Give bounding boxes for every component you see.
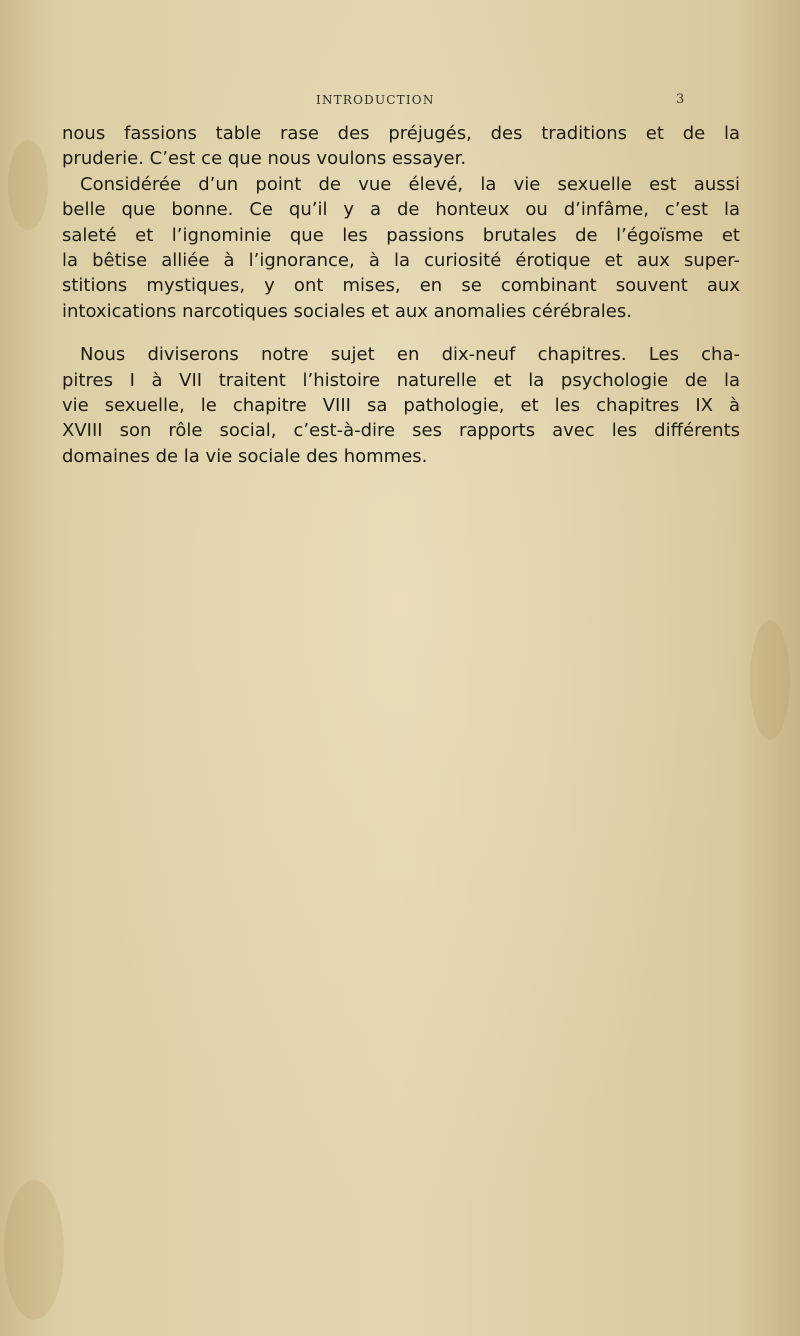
text-line: Considérée d’un point de vue élevé, la vie sexuelle est aussi [80,173,740,195]
paper-stain [750,620,790,740]
text-line: stitions mystiques, y ont mises, en se combinant souvent aux [62,275,740,297]
running-title: INTRODUCTION [316,93,435,107]
text-line: la bêtise alliée à l’ignorance, à la curiosité érotique et aux super- [62,250,740,272]
paragraph [62,121,740,172]
body-text [62,121,740,469]
text-line: nous fassions table rase des préjugés, des traditions et de la [62,123,740,144]
text-line: vie sexuelle, le chapitre VIII sa pathologie, et les chapitres IX à [62,395,740,417]
text-line: pruderie. C’est ce que nous voulons essayer. [62,148,467,170]
text-line: Nous diviserons notre sujet en dix-neuf chapitres. Les cha- [80,344,740,366]
text-line: pitres I à VII traitent l’histoire naturelle et la psychologie de la [62,369,740,391]
paper-stain [4,1180,64,1320]
text-line: intoxications narcotiques sociales et aux anomalies cérébrales. [62,300,632,322]
text-line: saleté et l’ignominie que les passions brutales de l’égoïsme et [62,224,740,246]
page-number: 3 [676,92,685,107]
paragraph [62,172,740,324]
text-line: XVIII son rôle social, c’est-à-dire ses rapports avec les différents [62,420,740,442]
paragraph [62,342,740,469]
paper-stain [8,140,48,230]
text-line: belle que bonne. Ce qu’il y a de honteux ou d’infâme, c’est la [62,199,740,221]
page-header [0,93,800,113]
text-line: domaines de la vie sociale des hommes. [62,445,428,467]
paragraph-spacer [62,324,740,342]
